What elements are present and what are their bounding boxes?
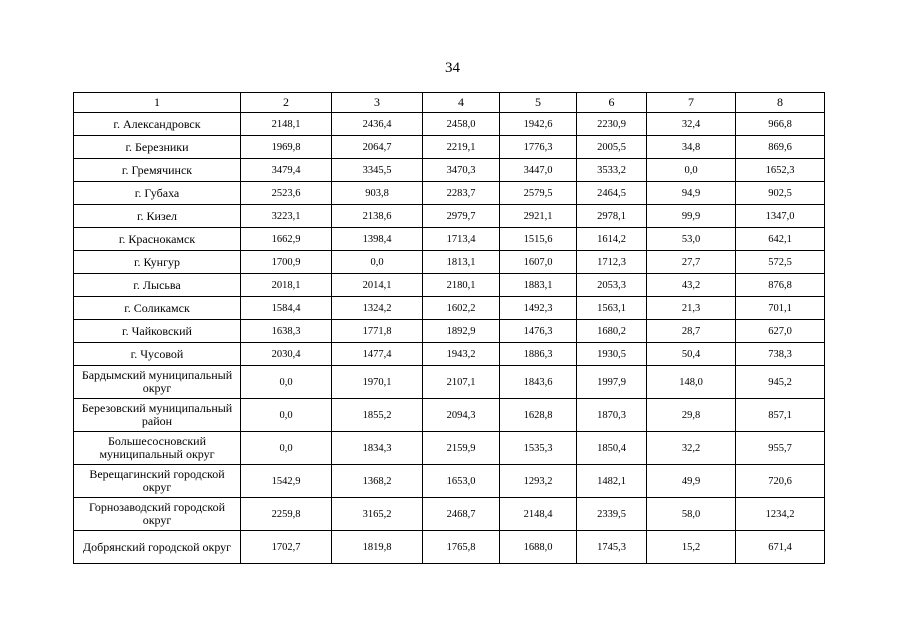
- value-cell: 1652,3: [736, 159, 825, 182]
- table-row: [74, 251, 825, 274]
- value-cell: 3479,4: [241, 159, 332, 182]
- value-cell: 3223,1: [241, 205, 332, 228]
- row-name-cell: г. Александровск: [74, 113, 241, 136]
- value-cell: 1819,8: [332, 531, 423, 564]
- value-cell: 21,3: [647, 297, 736, 320]
- table-row: [74, 159, 825, 182]
- value-cell: 2259,8: [241, 498, 332, 531]
- value-cell: 1347,0: [736, 205, 825, 228]
- value-cell: 2148,1: [241, 113, 332, 136]
- value-cell: 2579,5: [500, 182, 577, 205]
- row-name-cell: Добрянский городской округ: [74, 531, 241, 564]
- row-name-cell: Большесосновский муниципальный округ: [74, 432, 241, 465]
- value-cell: 2107,1: [423, 366, 500, 399]
- table-row: [74, 274, 825, 297]
- value-cell: 903,8: [332, 182, 423, 205]
- value-cell: 27,7: [647, 251, 736, 274]
- row-name-cell: г. Соликамск: [74, 297, 241, 320]
- value-cell: 1515,6: [500, 228, 577, 251]
- value-cell: 2159,9: [423, 432, 500, 465]
- row-name-cell: г. Березники: [74, 136, 241, 159]
- value-cell: 2468,7: [423, 498, 500, 531]
- value-cell: 2523,6: [241, 182, 332, 205]
- value-cell: 28,7: [647, 320, 736, 343]
- value-cell: 2005,5: [577, 136, 647, 159]
- table-row: [74, 531, 825, 564]
- value-cell: 720,6: [736, 465, 825, 498]
- column-header-2: 2: [241, 93, 332, 113]
- value-cell: 1492,3: [500, 297, 577, 320]
- table-row: [74, 113, 825, 136]
- value-cell: 1765,8: [423, 531, 500, 564]
- value-cell: 1883,1: [500, 274, 577, 297]
- table-row: [74, 205, 825, 228]
- value-cell: 2979,7: [423, 205, 500, 228]
- value-cell: 1638,3: [241, 320, 332, 343]
- value-cell: 0,0: [241, 366, 332, 399]
- table-row: [74, 399, 825, 432]
- row-name-cell: г. Кунгур: [74, 251, 241, 274]
- value-cell: 1886,3: [500, 343, 577, 366]
- value-cell: 3345,5: [332, 159, 423, 182]
- row-name-cell: Верещагинский городской округ: [74, 465, 241, 498]
- row-name-cell: г. Кизел: [74, 205, 241, 228]
- value-cell: 3447,0: [500, 159, 577, 182]
- value-cell: 0,0: [647, 159, 736, 182]
- value-cell: 1324,2: [332, 297, 423, 320]
- value-cell: 1834,3: [332, 432, 423, 465]
- table-row: [74, 182, 825, 205]
- table-row: [74, 465, 825, 498]
- value-cell: 2018,1: [241, 274, 332, 297]
- value-cell: 1602,2: [423, 297, 500, 320]
- value-cell: 3165,2: [332, 498, 423, 531]
- value-cell: 2030,4: [241, 343, 332, 366]
- value-cell: 738,3: [736, 343, 825, 366]
- value-cell: 701,1: [736, 297, 825, 320]
- value-cell: 1813,1: [423, 251, 500, 274]
- value-cell: 1771,8: [332, 320, 423, 343]
- value-cell: 1943,2: [423, 343, 500, 366]
- value-cell: 94,9: [647, 182, 736, 205]
- value-cell: 2138,6: [332, 205, 423, 228]
- value-cell: 1293,2: [500, 465, 577, 498]
- table-row: [74, 432, 825, 465]
- value-cell: 1607,0: [500, 251, 577, 274]
- row-name-cell: г. Чайковский: [74, 320, 241, 343]
- value-cell: 1712,3: [577, 251, 647, 274]
- value-cell: 1970,1: [332, 366, 423, 399]
- row-name-cell: г. Гремячинск: [74, 159, 241, 182]
- value-cell: 32,4: [647, 113, 736, 136]
- column-header-1: 1: [74, 93, 241, 113]
- column-header-7: 7: [647, 93, 736, 113]
- value-cell: 572,5: [736, 251, 825, 274]
- header-row: [74, 93, 825, 113]
- row-name-cell: г. Лысьва: [74, 274, 241, 297]
- data-table: [73, 92, 825, 564]
- value-cell: 1776,3: [500, 136, 577, 159]
- page-number: 34: [445, 60, 460, 76]
- value-cell: 1930,5: [577, 343, 647, 366]
- value-cell: 34,8: [647, 136, 736, 159]
- value-cell: 642,1: [736, 228, 825, 251]
- value-cell: 1584,4: [241, 297, 332, 320]
- value-cell: 1850,4: [577, 432, 647, 465]
- column-header-8: 8: [736, 93, 825, 113]
- value-cell: 1234,2: [736, 498, 825, 531]
- row-name-cell: г. Губаха: [74, 182, 241, 205]
- value-cell: 53,0: [647, 228, 736, 251]
- data-table-container: [73, 92, 825, 564]
- value-cell: 1997,9: [577, 366, 647, 399]
- value-cell: 1969,8: [241, 136, 332, 159]
- value-cell: 1368,2: [332, 465, 423, 498]
- value-cell: 671,4: [736, 531, 825, 564]
- value-cell: 148,0: [647, 366, 736, 399]
- value-cell: 3470,3: [423, 159, 500, 182]
- value-cell: 49,9: [647, 465, 736, 498]
- value-cell: 3533,2: [577, 159, 647, 182]
- value-cell: 1476,3: [500, 320, 577, 343]
- value-cell: 1702,7: [241, 531, 332, 564]
- value-cell: 857,1: [736, 399, 825, 432]
- value-cell: 1745,3: [577, 531, 647, 564]
- value-cell: 1535,3: [500, 432, 577, 465]
- value-cell: 1843,6: [500, 366, 577, 399]
- value-cell: 2283,7: [423, 182, 500, 205]
- value-cell: 2219,1: [423, 136, 500, 159]
- value-cell: 2064,7: [332, 136, 423, 159]
- value-cell: 1653,0: [423, 465, 500, 498]
- value-cell: 2230,9: [577, 113, 647, 136]
- value-cell: 1713,4: [423, 228, 500, 251]
- value-cell: 58,0: [647, 498, 736, 531]
- value-cell: 2180,1: [423, 274, 500, 297]
- table-row: [74, 320, 825, 343]
- value-cell: 945,2: [736, 366, 825, 399]
- value-cell: 1870,3: [577, 399, 647, 432]
- value-cell: 50,4: [647, 343, 736, 366]
- value-cell: 29,8: [647, 399, 736, 432]
- value-cell: 1680,2: [577, 320, 647, 343]
- value-cell: 1398,4: [332, 228, 423, 251]
- value-cell: 627,0: [736, 320, 825, 343]
- value-cell: 869,6: [736, 136, 825, 159]
- column-header-3: 3: [332, 93, 423, 113]
- row-name-cell: Горнозаводский городской округ: [74, 498, 241, 531]
- value-cell: 1662,9: [241, 228, 332, 251]
- value-cell: 2148,4: [500, 498, 577, 531]
- value-cell: 876,8: [736, 274, 825, 297]
- value-cell: 15,2: [647, 531, 736, 564]
- value-cell: 955,7: [736, 432, 825, 465]
- value-cell: 0,0: [241, 432, 332, 465]
- table-body: [74, 113, 825, 564]
- value-cell: 1855,2: [332, 399, 423, 432]
- value-cell: 1892,9: [423, 320, 500, 343]
- value-cell: 2014,1: [332, 274, 423, 297]
- value-cell: 1542,9: [241, 465, 332, 498]
- value-cell: 1700,9: [241, 251, 332, 274]
- table-row: [74, 343, 825, 366]
- value-cell: 2339,5: [577, 498, 647, 531]
- row-name-cell: Бардымский муниципальный округ: [74, 366, 241, 399]
- value-cell: 2464,5: [577, 182, 647, 205]
- table-row: [74, 366, 825, 399]
- value-cell: 1688,0: [500, 531, 577, 564]
- value-cell: 99,9: [647, 205, 736, 228]
- table-row: [74, 297, 825, 320]
- value-cell: 1482,1: [577, 465, 647, 498]
- value-cell: 2436,4: [332, 113, 423, 136]
- value-cell: 1942,6: [500, 113, 577, 136]
- value-cell: 966,8: [736, 113, 825, 136]
- row-name-cell: Березовский муниципальный район: [74, 399, 241, 432]
- table-row: [74, 498, 825, 531]
- value-cell: 902,5: [736, 182, 825, 205]
- column-header-4: 4: [423, 93, 500, 113]
- column-header-5: 5: [500, 93, 577, 113]
- value-cell: 0,0: [241, 399, 332, 432]
- value-cell: 2094,3: [423, 399, 500, 432]
- value-cell: 1477,4: [332, 343, 423, 366]
- value-cell: 2458,0: [423, 113, 500, 136]
- value-cell: 2921,1: [500, 205, 577, 228]
- column-header-6: 6: [577, 93, 647, 113]
- row-name-cell: г. Краснокамск: [74, 228, 241, 251]
- value-cell: 1614,2: [577, 228, 647, 251]
- table-row: [74, 228, 825, 251]
- table-row: [74, 136, 825, 159]
- value-cell: 43,2: [647, 274, 736, 297]
- value-cell: 32,2: [647, 432, 736, 465]
- value-cell: 2978,1: [577, 205, 647, 228]
- value-cell: 1628,8: [500, 399, 577, 432]
- value-cell: 2053,3: [577, 274, 647, 297]
- value-cell: 0,0: [332, 251, 423, 274]
- value-cell: 1563,1: [577, 297, 647, 320]
- row-name-cell: г. Чусовой: [74, 343, 241, 366]
